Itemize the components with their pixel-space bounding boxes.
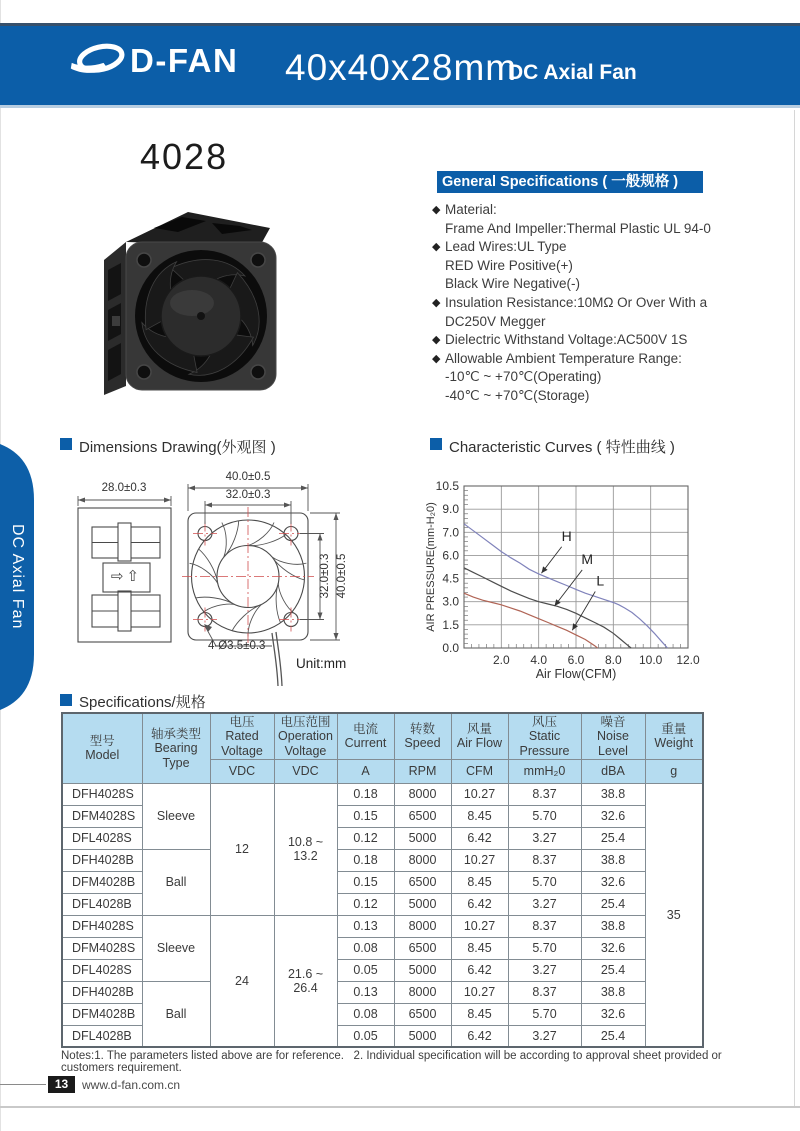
cell-current: 0.13 — [337, 915, 394, 937]
cell-noise-level: 38.8 — [581, 915, 645, 937]
spec-section-title: Specifications/规格 — [79, 694, 206, 711]
cell-model: DFH4028S — [62, 783, 142, 805]
table-row — [62, 981, 703, 1003]
cell-air-flow: 10.27 — [451, 783, 508, 805]
header-bar — [0, 23, 800, 105]
col-unit-speed: RPM — [394, 759, 451, 783]
cell-model: DFH4028B — [62, 981, 142, 1003]
cell-static-pressure: 5.70 — [508, 805, 581, 827]
product-photo — [88, 198, 283, 398]
cell-noise-level: 25.4 — [581, 893, 645, 915]
cell-noise-level: 32.6 — [581, 937, 645, 959]
table-row — [62, 783, 703, 805]
cell-static-pressure: 3.27 — [508, 959, 581, 981]
svg-text:Air Flow(CFM): Air Flow(CFM) — [535, 667, 617, 681]
diamond-bullet-icon: ◆ — [432, 204, 441, 216]
svg-text:M: M — [581, 550, 594, 567]
cell-static-pressure: 5.70 — [508, 871, 581, 893]
cell-current: 0.18 — [337, 783, 394, 805]
col-unit-static-pressure: mmH₂0 — [508, 759, 581, 783]
cell-noise-level: 32.6 — [581, 1003, 645, 1025]
cell-speed: 6500 — [394, 937, 451, 959]
curves-section-title: Characteristic Curves ( 特性曲线 ) — [449, 439, 675, 456]
cell-speed: 6500 — [394, 805, 451, 827]
dim-height-outer: 40.0±0.5 — [336, 553, 348, 599]
table-row — [62, 915, 703, 937]
general-spec-line: DC250V Megger — [445, 313, 546, 329]
cell-air-flow: 10.27 — [451, 981, 508, 1003]
cell-speed: 8000 — [394, 849, 451, 871]
characteristic-curves-chart — [424, 470, 796, 684]
dim-depth: 28.0±0.3 — [101, 482, 147, 494]
cell-air-flow: 6.42 — [451, 827, 508, 849]
curves-section-bullet-icon — [430, 438, 442, 450]
bottom-separator — [0, 1106, 800, 1108]
svg-text:9.0: 9.0 — [442, 502, 459, 517]
general-spec-line: ◆ Allowable Ambient Temperature Range: — [434, 350, 774, 369]
cell-air-flow: 8.45 — [451, 937, 508, 959]
page-number-badge: 13 — [48, 1076, 75, 1093]
col-header-weight: 重量 Weight — [645, 713, 703, 759]
col-unit-noise-level: dBA — [581, 759, 645, 783]
svg-text:2.0: 2.0 — [492, 653, 510, 667]
cell-air-flow: 10.27 — [451, 849, 508, 871]
cell-noise-level: 38.8 — [581, 849, 645, 871]
general-spec-line: -10℃ ~ +70℃(Operating) — [445, 369, 602, 385]
cell-speed: 8000 — [394, 783, 451, 805]
diamond-bullet-icon: ◆ — [432, 352, 441, 365]
cell-noise-level: 32.6 — [581, 871, 645, 893]
col-header-bearing-type: 轴承类型 Bearing Type — [142, 713, 210, 783]
cell-air-flow: 8.45 — [451, 805, 508, 827]
cell-speed: 5000 — [394, 893, 451, 915]
spec-table-head — [62, 713, 703, 783]
col-header-air-flow: 风量 Air Flow — [451, 713, 508, 759]
general-spec-line: ◆ Lead Wires:UL Type — [434, 238, 774, 257]
cell-speed: 8000 — [394, 981, 451, 1003]
col-header-noise-level: 噪音 Noise Level — [581, 713, 645, 759]
cell-model: DFM4028S — [62, 937, 142, 959]
spec-table-body — [62, 783, 703, 1047]
general-spec-line: Frame And Impeller:Thermal Plastic UL 94-0 — [445, 220, 711, 236]
website-link[interactable]: www.d-fan.com.cn — [82, 1078, 181, 1092]
svg-text:6.0: 6.0 — [442, 548, 459, 563]
col-unit-current: A — [337, 759, 394, 783]
cell-static-pressure: 3.27 — [508, 893, 581, 915]
cell-bearing-type: Sleeve — [142, 915, 210, 981]
svg-text:1.5: 1.5 — [442, 617, 459, 632]
specifications-table — [61, 712, 704, 1048]
cell-air-flow: 6.42 — [451, 959, 508, 981]
cell-static-pressure: 8.37 — [508, 981, 581, 1003]
svg-text:7.0: 7.0 — [442, 525, 459, 540]
cell-noise-level: 38.8 — [581, 783, 645, 805]
cell-noise-level: 38.8 — [581, 981, 645, 1003]
notes-text: Notes:1. The parameters listed above are for reference. 2. Individual specification will be according to approval sheet provided or customers requirement. — [61, 1050, 725, 1074]
cell-current: 0.15 — [337, 871, 394, 893]
svg-text:AIR PRESSURE(mm-H₂0): AIR PRESSURE(mm-H₂0) — [425, 502, 437, 632]
cell-noise-level: 25.4 — [581, 827, 645, 849]
cell-air-flow: 6.42 — [451, 1025, 508, 1047]
cell-noise-level: 25.4 — [581, 1025, 645, 1047]
general-specs-header: General Specifications ( 一般规格 ) — [437, 171, 703, 193]
cell-model: DFM4028S — [62, 805, 142, 827]
col-header-model: 型号 Model — [62, 713, 142, 783]
spec-section-bullet-icon — [60, 694, 72, 706]
cell-model: DFL4028S — [62, 827, 142, 849]
general-spec-line: ◆ Material: — [434, 201, 774, 220]
col-header-speed: 转数 Speed — [394, 713, 451, 759]
dim-width-outer: 40.0±0.5 — [225, 471, 271, 483]
cell-current: 0.08 — [337, 937, 394, 959]
svg-text:6.0: 6.0 — [567, 653, 585, 667]
brand-logo — [68, 40, 238, 82]
header-accent-strip — [0, 105, 800, 108]
cell-static-pressure: 5.70 — [508, 937, 581, 959]
general-spec-line: -40℃ ~ +70℃(Storage) — [445, 387, 590, 403]
cell-operation-voltage: 10.8 ~ 13.2 — [274, 783, 337, 915]
cell-current: 0.08 — [337, 1003, 394, 1025]
cell-speed: 5000 — [394, 1025, 451, 1047]
curves-svg — [424, 470, 796, 684]
diamond-bullet-icon: ◆ — [432, 241, 441, 254]
svg-text:8.0: 8.0 — [604, 653, 622, 667]
diamond-bullet-icon: ◆ — [432, 296, 441, 309]
swoosh-logo-icon — [68, 40, 126, 82]
cell-air-flow: 6.42 — [451, 893, 508, 915]
cell-current: 0.05 — [337, 1025, 394, 1047]
cell-rated-voltage: 24 — [210, 915, 274, 1047]
cell-speed: 6500 — [394, 1003, 451, 1025]
cell-model: DFL4028B — [62, 1025, 142, 1047]
table-row — [62, 849, 703, 871]
general-spec-list — [434, 201, 774, 406]
unit-label: Unit:mm — [296, 656, 347, 671]
cell-bearing-type: Ball — [142, 849, 210, 915]
svg-text:10.0: 10.0 — [638, 653, 663, 667]
cell-static-pressure: 8.37 — [508, 915, 581, 937]
page-title: 40x40x28mm — [285, 47, 518, 88]
col-unit-weight: g — [645, 759, 703, 783]
cell-weight: 35 — [645, 783, 703, 1047]
cell-operation-voltage: 21.6 ~ 26.4 — [274, 915, 337, 1047]
cell-static-pressure: 3.27 — [508, 1025, 581, 1047]
general-spec-line: Black Wire Negative(-) — [445, 276, 581, 292]
cell-static-pressure: 3.27 — [508, 827, 581, 849]
cell-speed: 5000 — [394, 827, 451, 849]
cell-model: DFM4028B — [62, 871, 142, 893]
cell-current: 0.12 — [337, 893, 394, 915]
sidebar-tab-label: DC Axial Fan — [9, 524, 26, 630]
cell-speed: 5000 — [394, 959, 451, 981]
dim-hole-pitch-top: 32.0±0.3 — [225, 489, 271, 501]
svg-text:0.0: 0.0 — [442, 641, 459, 655]
svg-text:10.5: 10.5 — [435, 479, 459, 493]
general-spec-line: ◆ Insulation Resistance:10MΩ Or Over With a — [434, 294, 774, 313]
product-photo-fan — [88, 198, 283, 398]
cell-model: DFL4028B — [62, 893, 142, 915]
cell-noise-level: 32.6 — [581, 805, 645, 827]
col-header-current: 电流 Current — [337, 713, 394, 759]
cell-current: 0.13 — [337, 981, 394, 1003]
cell-static-pressure: 8.37 — [508, 849, 581, 871]
header-row-main — [62, 713, 703, 759]
dim-holes: 4-Ø3.5±0.3 — [208, 640, 266, 652]
logo-text: D-FAN — [130, 42, 239, 79]
col-unit-operation-voltage: VDC — [274, 759, 337, 783]
dimensions-section-title: Dimensions Drawing(外观图 ) — [79, 439, 276, 456]
cell-speed: 8000 — [394, 915, 451, 937]
cell-model: DFL4028S — [62, 959, 142, 981]
dimensions-drawing — [58, 456, 423, 696]
cell-current: 0.15 — [337, 805, 394, 827]
cell-bearing-type: Sleeve — [142, 783, 210, 849]
svg-text:H: H — [561, 527, 572, 544]
svg-text:L: L — [596, 572, 605, 589]
cell-static-pressure: 5.70 — [508, 1003, 581, 1025]
cell-model: DFH4028B — [62, 849, 142, 871]
cell-static-pressure: 8.37 — [508, 783, 581, 805]
col-unit-air-flow: CFM — [451, 759, 508, 783]
cell-air-flow: 10.27 — [451, 915, 508, 937]
dim-hole-pitch-side: 32.0±0.3 — [319, 553, 331, 599]
col-header-operation-voltage: 电压范围 Operation Voltage — [274, 713, 337, 759]
cell-bearing-type: Ball — [142, 981, 210, 1047]
dimensions-section-bullet-icon — [60, 438, 72, 450]
page-subtitle: DC Axial Fan — [508, 61, 637, 84]
svg-text:12.0: 12.0 — [676, 653, 700, 667]
svg-text:3.0: 3.0 — [442, 594, 459, 609]
cell-current: 0.05 — [337, 959, 394, 981]
cell-current: 0.12 — [337, 827, 394, 849]
general-spec-line: RED Wire Positive(+) — [445, 257, 573, 273]
sidebar-tab — [0, 442, 40, 712]
cell-current: 0.18 — [337, 849, 394, 871]
cell-model: DFH4028S — [62, 915, 142, 937]
cell-air-flow: 8.45 — [451, 1003, 508, 1025]
col-header-static-pressure: 风压 Static Pressure — [508, 713, 581, 759]
footer-rule — [0, 1084, 46, 1085]
model-number: 4028 — [140, 136, 229, 177]
cell-noise-level: 25.4 — [581, 959, 645, 981]
svg-text:4.5: 4.5 — [442, 571, 459, 586]
cell-model: DFM4028B — [62, 1003, 142, 1025]
col-header-rated-voltage: 电压 Rated Voltage — [210, 713, 274, 759]
svg-text:4.0: 4.0 — [530, 653, 548, 667]
cell-rated-voltage: 12 — [210, 783, 274, 915]
col-unit-rated-voltage: VDC — [210, 759, 274, 783]
cell-speed: 6500 — [394, 871, 451, 893]
diamond-bullet-icon: ◆ — [432, 334, 441, 347]
airflow-direction-icons: ⇨⇧ — [110, 568, 143, 585]
cell-air-flow: 8.45 — [451, 871, 508, 893]
general-spec-line: ◆ Dielectric Withstand Voltage:AC500V 1S — [434, 331, 774, 350]
